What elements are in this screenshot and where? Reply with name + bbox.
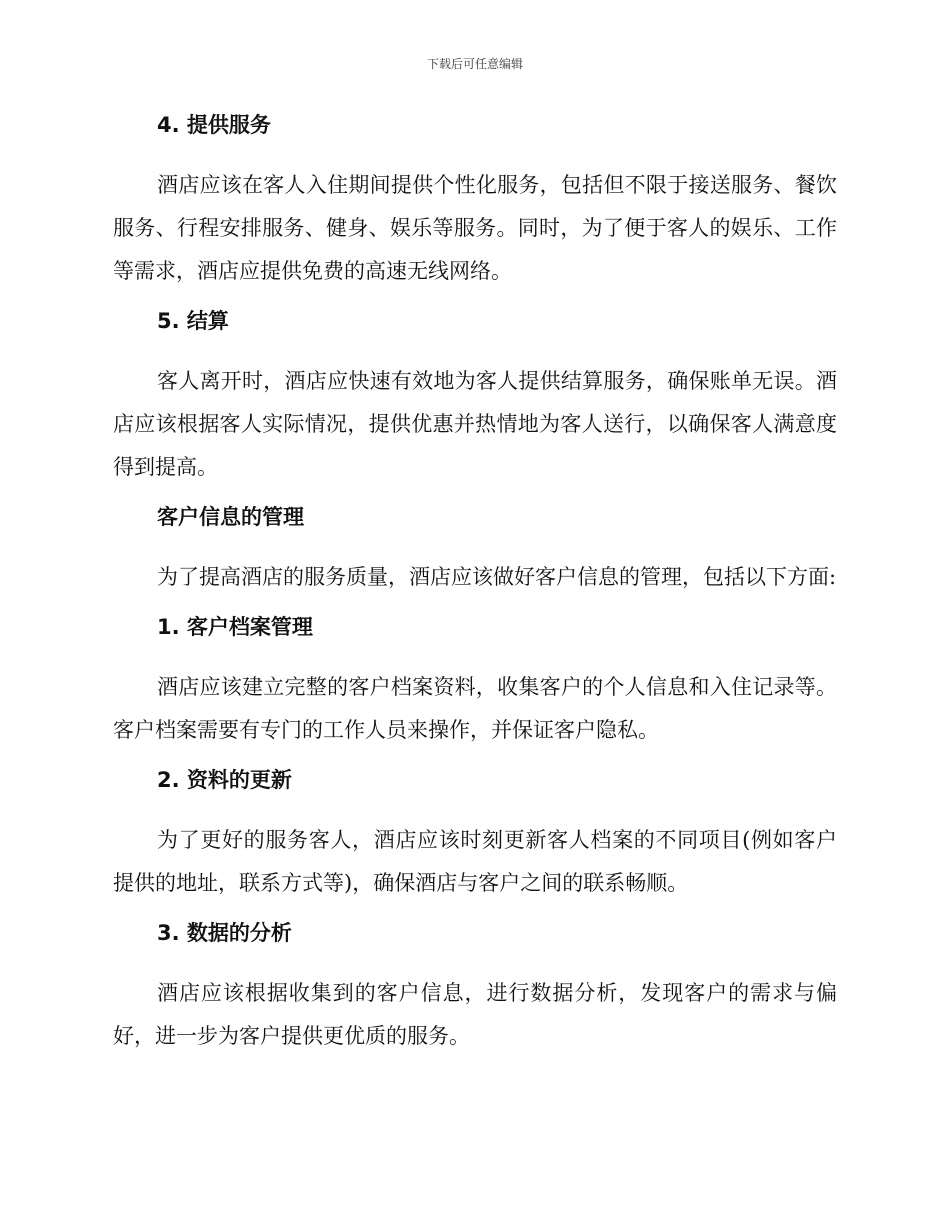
section-heading-provide-service: 4. 提供服务 xyxy=(157,113,271,137)
section-paragraph-customer-files: 酒店应该建立完整的客户档案资料，收集客户的个人信息和入住记录等。客户档案需要有专门的工作人员来操作，并保证客户隐私。 xyxy=(113,675,837,742)
document-body xyxy=(113,110,837,1071)
page-header: 下载后可任意编辑 xyxy=(426,57,523,71)
section-paragraph-customer-info: 为了提高酒店的服务质量，酒店应该做好客户信息的管理，包括以下方面: xyxy=(157,565,837,589)
section-paragraph-checkout: 客人离开时，酒店应快速有效地为客人提供结算服务，确保账单无误。酒店应该根据客人实际情况，提供优惠并热情地为客人送行，以确保客人满意度得到提高。 xyxy=(113,369,837,479)
section-heading-data-update: 2. 资料的更新 xyxy=(157,768,292,792)
section-paragraph-data-analysis: 酒店应该根据收集到的客户信息，进行数据分析，发现客户的需求与偏好，进一步为客户提供更优质的服务。 xyxy=(113,981,837,1048)
section-heading-checkout: 5. 结算 xyxy=(157,309,229,333)
section-paragraph-provide-service: 酒店应该在客人入住期间提供个性化服务，包括但不限于接送服务、餐饮服务、行程安排服务、健身、娱乐等服务。同时，为了便于客人的娱乐、工作等需求，酒店应提供免费的高速无线网络。 xyxy=(113,173,837,283)
section-heading-customer-files: 1. 客户档案管理 xyxy=(157,615,313,639)
section-paragraph-data-update: 为了更好的服务客人，酒店应该时刻更新客人档案的不同项目(例如客户提供的地址，联系方式等)，确保酒店与客户之间的联系畅顺。 xyxy=(113,828,837,895)
section-heading-data-analysis: 3. 数据的分析 xyxy=(157,921,292,945)
section-heading-customer-info: 客户信息的管理 xyxy=(157,505,304,529)
